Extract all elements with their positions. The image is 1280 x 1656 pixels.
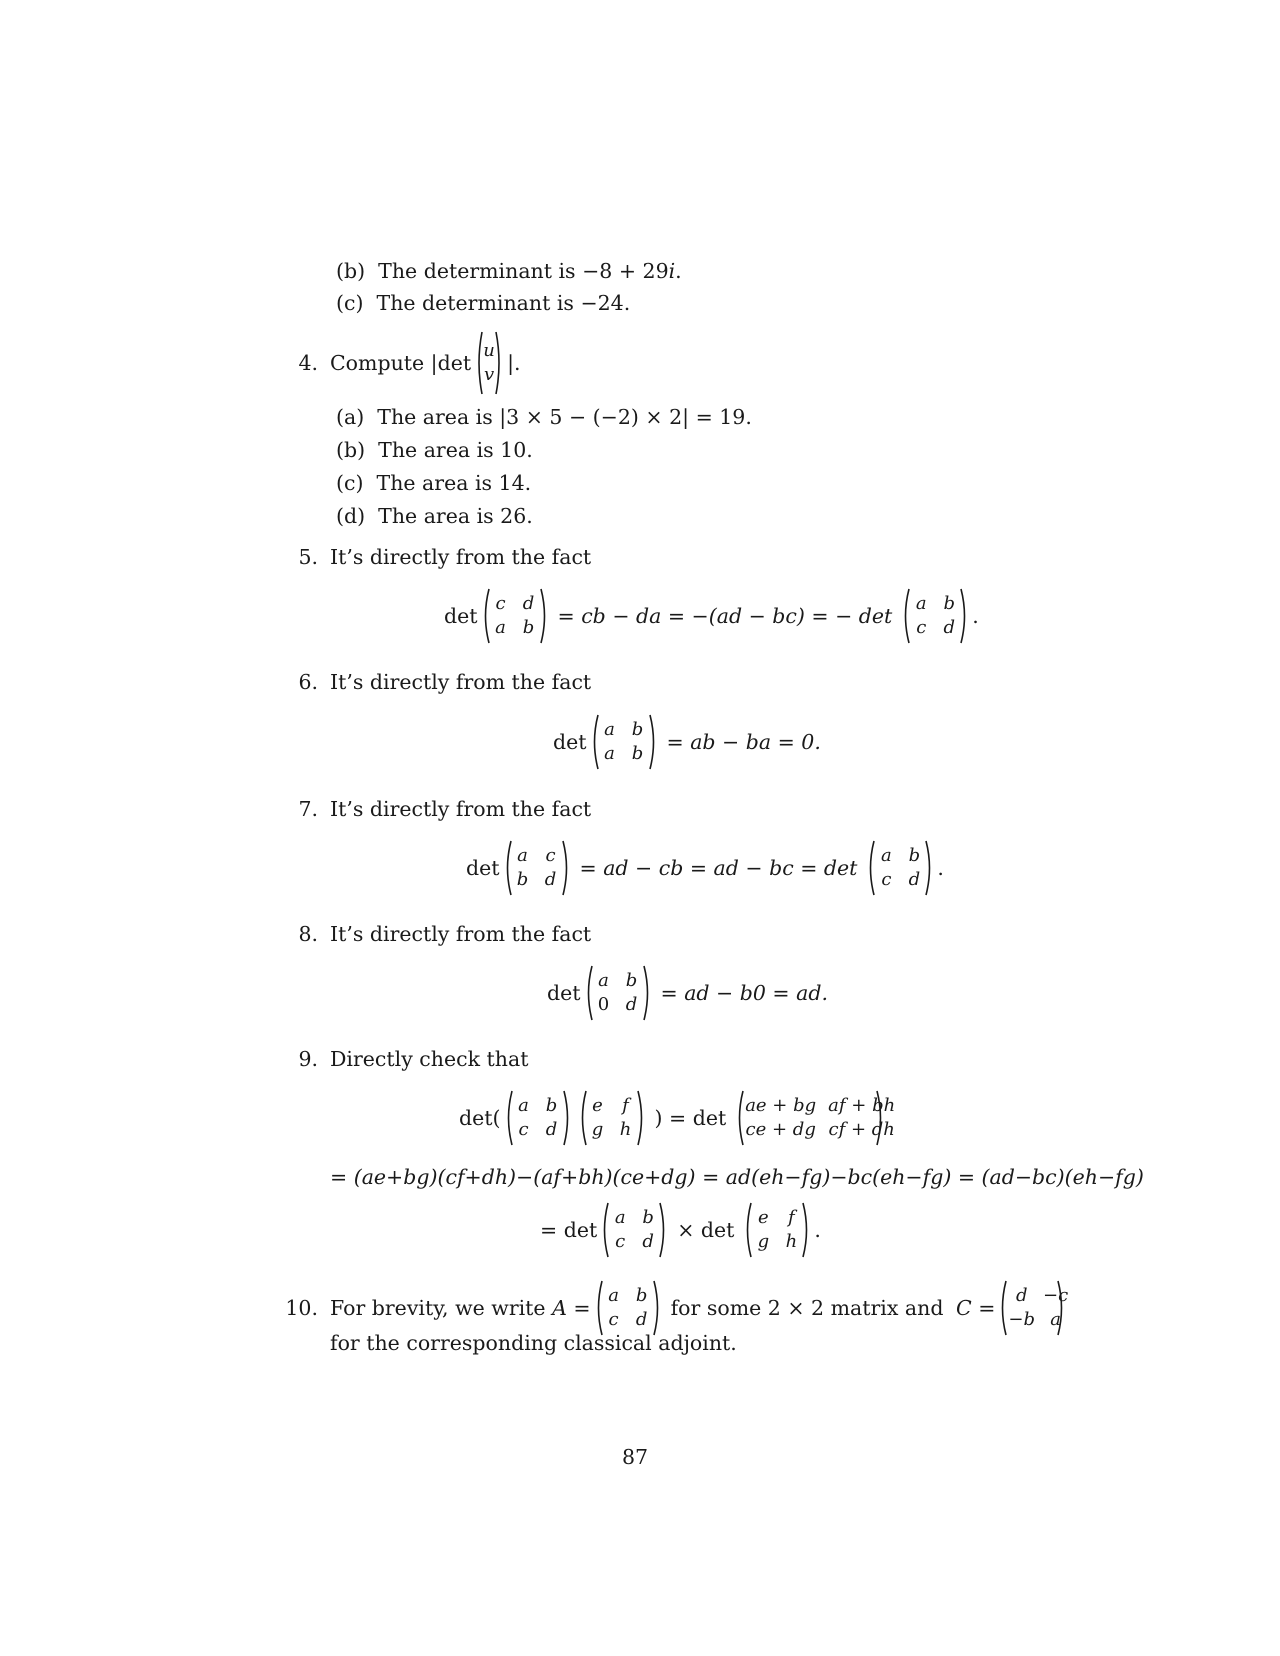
matrix-entry: a — [495, 617, 506, 638]
matrix-entry: a — [915, 593, 927, 614]
q5-text: It’s directly from the fact — [330, 545, 592, 569]
q4-option-c: (c) The area is 14. — [336, 471, 532, 495]
matrix — [578, 1089, 646, 1147]
item-number: 8. — [298, 922, 318, 946]
q4-option-a: (a) The area is |3 × 5 − (−2) × 2| = 19. — [336, 405, 752, 429]
matrix — [998, 1279, 1069, 1337]
item-number: 10. — [285, 1296, 318, 1320]
matrix-entry: ce + dg — [745, 1119, 816, 1140]
matrix-entry: h — [785, 1231, 798, 1252]
matrix — [590, 713, 658, 771]
item-number: 6. — [298, 670, 318, 694]
matrix-entry: b — [631, 719, 644, 740]
q10-text-cont: for the corresponding classical adjoint. — [330, 1331, 737, 1355]
matrix-entry: e — [592, 1095, 603, 1116]
q10-statement: For brevity, we write A = a b c d for some 2 × 2 matrix and C = d −c −b a — [330, 1278, 1069, 1338]
q9-text: Directly check that — [330, 1047, 529, 1071]
q6-text: It’s directly from the fact — [330, 670, 592, 694]
matrix-entry: a — [608, 1285, 619, 1306]
matrix-entry: c — [545, 845, 556, 866]
matrix-entry: c — [518, 1119, 529, 1140]
matrix-entry: b — [631, 743, 644, 764]
item-number: 5. — [298, 545, 318, 569]
matrix-entry: g — [591, 1119, 604, 1140]
matrix-entry: b — [635, 1285, 648, 1306]
matrix-entry: a — [614, 1207, 626, 1228]
matrix-entry: d — [642, 1231, 654, 1252]
matrix-entry: b — [625, 970, 638, 991]
q4-option-d: (d) The area is 26. — [336, 504, 533, 528]
matrix — [600, 1201, 668, 1259]
matrix-entry: a — [518, 1095, 529, 1116]
q3-option-b: (b) The determinant is −8 + 29i. — [336, 259, 682, 283]
matrix-entry: a — [604, 719, 615, 740]
matrix — [743, 1201, 811, 1259]
matrix-entry: a — [598, 970, 609, 991]
matrix-entry: d — [635, 1309, 648, 1330]
matrix — [735, 1089, 896, 1147]
q7-equation: det a c b d = ad − cb = ad − bc = det a b c d . — [466, 838, 944, 898]
matrix-entry: d — [625, 994, 638, 1015]
matrix — [594, 1279, 662, 1337]
matrix — [481, 587, 549, 645]
matrix-entry: e — [758, 1207, 769, 1228]
matrix-entry: h — [619, 1119, 632, 1140]
matrix-entry: d — [522, 593, 535, 614]
q8-text: It’s directly from the fact — [330, 922, 592, 946]
matrix-entry: a — [604, 743, 615, 764]
matrix-entry: b — [545, 1095, 558, 1116]
item-number: 9. — [298, 1047, 318, 1071]
matrix — [584, 964, 652, 1022]
matrix-entry: d — [544, 869, 557, 890]
matrix-entry: d — [1015, 1285, 1028, 1306]
q9-equation-line3: = det a b c d × det e f g h . — [540, 1200, 821, 1260]
matrix-entry: −c — [1043, 1285, 1069, 1306]
matrix-entry: a — [517, 845, 528, 866]
matrix-entry: d — [943, 617, 956, 638]
matrix-entry: c — [615, 1231, 626, 1252]
matrix-entry: b — [943, 593, 956, 614]
item-number: 7. — [298, 797, 318, 821]
matrix — [503, 839, 571, 897]
matrix-entry: d — [908, 869, 921, 890]
q8-equation: det a b 0 d = ad − b0 = ad. — [547, 963, 834, 1023]
matrix-entry: d — [545, 1119, 558, 1140]
q6-equation: det a b a b = ab − ba = 0. — [553, 712, 827, 772]
matrix — [866, 839, 934, 897]
matrix-entry: b — [522, 617, 535, 638]
vector-uv: u v — [475, 330, 503, 396]
matrix-entry: b — [908, 845, 921, 866]
matrix-entry: c — [916, 617, 927, 638]
matrix-entry: a — [881, 845, 892, 866]
matrix — [901, 587, 969, 645]
matrix-entry: a — [1050, 1309, 1061, 1330]
matrix-entry: c — [881, 869, 892, 890]
q3-option-c: (c) The determinant is −24. — [336, 291, 631, 315]
matrix-entry: c — [495, 593, 506, 614]
matrix-entry: 0 — [597, 994, 610, 1015]
matrix-entry: g — [757, 1231, 770, 1252]
page-number: 87 — [622, 1445, 649, 1469]
matrix-entry: b — [516, 869, 529, 890]
matrix-entry: b — [642, 1207, 654, 1228]
matrix-entry: cf + dh — [828, 1119, 895, 1140]
q9-equation-line2: = (ae+bg)(cf+dh)−(af+bh)(ce+dg) = ad(eh−fg)−bc(eh−fg) = (ad−bc)(eh−fg) — [330, 1165, 1144, 1189]
q4-statement: Compute |det u v |. — [330, 330, 521, 396]
q5-equation: det c d a b = cb − da = −(ad − bc) = − det a b c d . — [444, 586, 979, 646]
matrix-entry: af + bh — [828, 1095, 896, 1116]
matrix — [504, 1089, 572, 1147]
matrix-entry: ae + bg — [745, 1095, 817, 1116]
matrix-entry: f — [788, 1207, 795, 1228]
matrix-entry: f — [622, 1095, 629, 1116]
q9-equation-line1: det( a b c d e f g h ) = det ae + bg af + bh ce + dg cf + dh — [459, 1088, 888, 1148]
matrix-entry: c — [608, 1309, 619, 1330]
item-number: 4. — [298, 351, 318, 375]
q7-text: It’s directly from the fact — [330, 797, 592, 821]
matrix-entry: −b — [1008, 1309, 1036, 1330]
q4-option-b: (b) The area is 10. — [336, 438, 533, 462]
